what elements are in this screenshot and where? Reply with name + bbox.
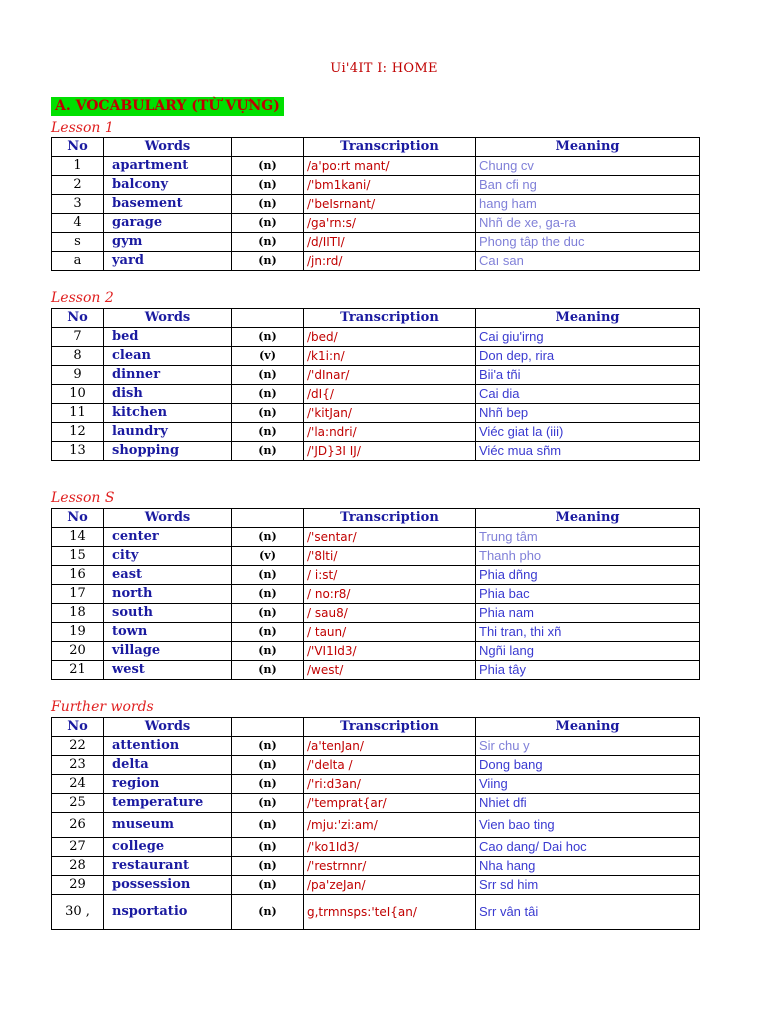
column-header-pos <box>232 309 304 328</box>
table-row <box>52 385 700 404</box>
table-header-row <box>52 718 700 737</box>
row-part-of-speech: (n) <box>232 442 304 461</box>
row-meaning: Phong tâp the duc <box>476 233 700 252</box>
row-meaning: Chung cv <box>476 157 700 176</box>
row-word: town <box>104 623 232 642</box>
row-number: 3 <box>52 195 104 214</box>
column-header-pos <box>232 138 304 157</box>
row-part-of-speech: (n) <box>232 876 304 895</box>
column-header-pos <box>232 718 304 737</box>
lesson-label: Further words <box>51 699 154 715</box>
row-number: 10 <box>52 385 104 404</box>
row-part-of-speech: (n) <box>232 404 304 423</box>
vocabulary-table <box>51 508 700 680</box>
row-word: nsportatio <box>104 895 232 930</box>
row-meaning: Viing <box>476 775 700 794</box>
table-header-row <box>52 309 700 328</box>
table-row <box>52 404 700 423</box>
row-number: 2 <box>52 176 104 195</box>
row-part-of-speech: (n) <box>232 623 304 642</box>
row-number: 18 <box>52 604 104 623</box>
row-word: delta <box>104 756 232 775</box>
row-meaning: Phia bac <box>476 585 700 604</box>
table-row <box>52 642 700 661</box>
row-number: 15 <box>52 547 104 566</box>
row-number: 1 <box>52 157 104 176</box>
column-header-words: Words <box>104 509 232 528</box>
row-part-of-speech: (n) <box>232 775 304 794</box>
row-transcription: /d/IITI/ <box>304 233 476 252</box>
row-transcription: / sau8/ <box>304 604 476 623</box>
table-row <box>52 604 700 623</box>
row-meaning: Thi tran, thi xñ <box>476 623 700 642</box>
row-transcription: / no:r8/ <box>304 585 476 604</box>
row-meaning: Ngñi lang <box>476 642 700 661</box>
row-number: 26 <box>52 813 104 838</box>
row-meaning: Nhiet dfi <box>476 794 700 813</box>
row-transcription: /'ri:d3an/ <box>304 775 476 794</box>
row-number: 7 <box>52 328 104 347</box>
row-meaning: Nhñ bep <box>476 404 700 423</box>
row-number: 23 <box>52 756 104 775</box>
row-word: center <box>104 528 232 547</box>
page-title: Ui'4IT I: HOME <box>330 61 438 76</box>
table-row <box>52 566 700 585</box>
row-word: city <box>104 547 232 566</box>
row-word: temperature <box>104 794 232 813</box>
row-word: village <box>104 642 232 661</box>
row-number: 20 <box>52 642 104 661</box>
row-word: clean <box>104 347 232 366</box>
row-part-of-speech: (n) <box>232 423 304 442</box>
row-word: shopping <box>104 442 232 461</box>
row-transcription: /'beIsrnant/ <box>304 195 476 214</box>
row-word: gym <box>104 233 232 252</box>
row-part-of-speech: (n) <box>232 157 304 176</box>
table-row <box>52 661 700 680</box>
row-transcription: /'VI1Id3/ <box>304 642 476 661</box>
row-part-of-speech: (n) <box>232 585 304 604</box>
table-row <box>52 328 700 347</box>
column-header-transcription: Transcription <box>304 509 476 528</box>
row-number: 17 <box>52 585 104 604</box>
row-transcription: /dI{/ <box>304 385 476 404</box>
row-number: 22 <box>52 737 104 756</box>
row-transcription: /'sentar/ <box>304 528 476 547</box>
row-number: 14 <box>52 528 104 547</box>
row-word: yard <box>104 252 232 271</box>
row-number: 21 <box>52 661 104 680</box>
row-part-of-speech: (n) <box>232 794 304 813</box>
column-header-no: No <box>52 309 104 328</box>
table-row <box>52 423 700 442</box>
column-header-words: Words <box>104 309 232 328</box>
row-number: 9 <box>52 366 104 385</box>
column-header-words: Words <box>104 138 232 157</box>
row-word: apartment <box>104 157 232 176</box>
column-header-meaning: Meaning <box>476 718 700 737</box>
row-number: 30 , <box>52 895 104 930</box>
row-part-of-speech: (n) <box>232 642 304 661</box>
row-meaning: Bii'a tñi <box>476 366 700 385</box>
column-header-meaning: Meaning <box>476 309 700 328</box>
row-word: west <box>104 661 232 680</box>
vocabulary-table <box>51 308 700 461</box>
table-row <box>52 895 700 930</box>
row-number: 4 <box>52 214 104 233</box>
row-transcription: /mju:'zi:am/ <box>304 813 476 838</box>
row-number: 8 <box>52 347 104 366</box>
column-header-meaning: Meaning <box>476 138 700 157</box>
row-meaning: Ban cfi ng <box>476 176 700 195</box>
row-word: laundry <box>104 423 232 442</box>
row-number: 11 <box>52 404 104 423</box>
table-row <box>52 857 700 876</box>
row-part-of-speech: (n) <box>232 195 304 214</box>
row-transcription: /'temprat{ar/ <box>304 794 476 813</box>
row-part-of-speech: (n) <box>232 328 304 347</box>
row-transcription: /'dInar/ <box>304 366 476 385</box>
table-row <box>52 366 700 385</box>
table-header-row <box>52 509 700 528</box>
row-word: bed <box>104 328 232 347</box>
row-meaning: Trung tâm <box>476 528 700 547</box>
row-word: basement <box>104 195 232 214</box>
row-meaning: Srr vân tâi <box>476 895 700 930</box>
table-row <box>52 214 700 233</box>
table-row <box>52 442 700 461</box>
row-part-of-speech: (v) <box>232 347 304 366</box>
row-transcription: /'ko1Id3/ <box>304 838 476 857</box>
column-header-no: No <box>52 138 104 157</box>
row-transcription: /'la:ndri/ <box>304 423 476 442</box>
row-meaning: Cai dia <box>476 385 700 404</box>
row-transcription: /jn:rd/ <box>304 252 476 271</box>
row-transcription: /'restrnnr/ <box>304 857 476 876</box>
row-transcription: g,trmnsps:'teI{an/ <box>304 895 476 930</box>
row-meaning: Phia dñng <box>476 566 700 585</box>
row-word: south <box>104 604 232 623</box>
column-header-no: No <box>52 509 104 528</box>
table-row <box>52 195 700 214</box>
row-transcription: / taun/ <box>304 623 476 642</box>
row-part-of-speech: (n) <box>232 366 304 385</box>
row-word: region <box>104 775 232 794</box>
row-meaning: Viéc mua sñm <box>476 442 700 461</box>
row-transcription: /k1i:n/ <box>304 347 476 366</box>
vocabulary-table <box>51 137 700 271</box>
row-part-of-speech: (n) <box>232 604 304 623</box>
row-transcription: /'JD}3I IJ/ <box>304 442 476 461</box>
lesson-label: Lesson 1 <box>51 120 114 136</box>
column-header-pos <box>232 509 304 528</box>
row-meaning: Viéc giat la (iii) <box>476 423 700 442</box>
row-word: balcony <box>104 176 232 195</box>
table-row <box>52 233 700 252</box>
column-header-words: Words <box>104 718 232 737</box>
row-part-of-speech: (n) <box>232 233 304 252</box>
table-row <box>52 547 700 566</box>
lesson-label: Lesson S <box>51 490 115 506</box>
column-header-transcription: Transcription <box>304 309 476 328</box>
row-word: restaurant <box>104 857 232 876</box>
table-row <box>52 876 700 895</box>
row-word: kitchen <box>104 404 232 423</box>
row-number: 28 <box>52 857 104 876</box>
section-heading: A. VOCABULARY (TỪ VỰNG) <box>51 97 284 116</box>
row-part-of-speech: (n) <box>232 214 304 233</box>
row-transcription: /west/ <box>304 661 476 680</box>
row-part-of-speech: (n) <box>232 895 304 930</box>
row-meaning: Cai giu'irng <box>476 328 700 347</box>
table-row <box>52 838 700 857</box>
row-number: 12 <box>52 423 104 442</box>
table-row <box>52 176 700 195</box>
row-transcription: /'delta / <box>304 756 476 775</box>
row-transcription: /'kitJan/ <box>304 404 476 423</box>
table-row <box>52 737 700 756</box>
row-part-of-speech: (n) <box>232 385 304 404</box>
table-row <box>52 775 700 794</box>
row-meaning: Phia nam <box>476 604 700 623</box>
row-part-of-speech: (n) <box>232 838 304 857</box>
row-meaning: Sir chu y <box>476 737 700 756</box>
table-header-row <box>52 138 700 157</box>
row-word: possession <box>104 876 232 895</box>
column-header-meaning: Meaning <box>476 509 700 528</box>
row-meaning: Phia tây <box>476 661 700 680</box>
row-part-of-speech: (n) <box>232 737 304 756</box>
row-word: dinner <box>104 366 232 385</box>
row-transcription: /a'po:rt mant/ <box>304 157 476 176</box>
table-row <box>52 623 700 642</box>
row-part-of-speech: (n) <box>232 661 304 680</box>
table-row <box>52 252 700 271</box>
table-row <box>52 528 700 547</box>
row-meaning: Nhñ de xe, ga-ra <box>476 214 700 233</box>
table-row <box>52 347 700 366</box>
row-number: 16 <box>52 566 104 585</box>
table-row <box>52 794 700 813</box>
row-meaning: Don dep, rira <box>476 347 700 366</box>
row-word: college <box>104 838 232 857</box>
row-meaning: Cao dang/ Dai hoc <box>476 838 700 857</box>
row-number: 24 <box>52 775 104 794</box>
table-row <box>52 157 700 176</box>
row-part-of-speech: (n) <box>232 756 304 775</box>
row-meaning: Srr sd him <box>476 876 700 895</box>
row-part-of-speech: (n) <box>232 857 304 876</box>
row-transcription: /'8lti/ <box>304 547 476 566</box>
row-meaning: Vien bao ting <box>476 813 700 838</box>
row-meaning: Dong bang <box>476 756 700 775</box>
row-transcription: /pa'zeJan/ <box>304 876 476 895</box>
row-meaning: Thanh pho <box>476 547 700 566</box>
row-part-of-speech: (n) <box>232 252 304 271</box>
row-part-of-speech: (n) <box>232 528 304 547</box>
row-number: 19 <box>52 623 104 642</box>
row-number: 25 <box>52 794 104 813</box>
row-word: attention <box>104 737 232 756</box>
row-transcription: /'bm1kani/ <box>304 176 476 195</box>
row-transcription: /bed/ <box>304 328 476 347</box>
table-row <box>52 585 700 604</box>
row-part-of-speech: (n) <box>232 566 304 585</box>
row-transcription: / i:st/ <box>304 566 476 585</box>
row-word: north <box>104 585 232 604</box>
row-part-of-speech: (n) <box>232 176 304 195</box>
row-meaning: hang ham <box>476 195 700 214</box>
table-row <box>52 813 700 838</box>
column-header-transcription: Transcription <box>304 138 476 157</box>
row-word: museum <box>104 813 232 838</box>
column-header-no: No <box>52 718 104 737</box>
table-row <box>52 756 700 775</box>
row-number: a <box>52 252 104 271</box>
row-word: garage <box>104 214 232 233</box>
row-transcription: /a'tenJan/ <box>304 737 476 756</box>
row-part-of-speech: (n) <box>232 813 304 838</box>
lesson-label: Lesson 2 <box>51 290 114 306</box>
row-meaning: Nha hang <box>476 857 700 876</box>
row-word: dish <box>104 385 232 404</box>
row-transcription: /ga'rn:s/ <box>304 214 476 233</box>
row-number: 29 <box>52 876 104 895</box>
row-word: east <box>104 566 232 585</box>
row-number: 13 <box>52 442 104 461</box>
vocabulary-table <box>51 717 700 930</box>
row-meaning: Caı san <box>476 252 700 271</box>
column-header-transcription: Transcription <box>304 718 476 737</box>
row-number: 27 <box>52 838 104 857</box>
row-part-of-speech: (v) <box>232 547 304 566</box>
row-number: s <box>52 233 104 252</box>
